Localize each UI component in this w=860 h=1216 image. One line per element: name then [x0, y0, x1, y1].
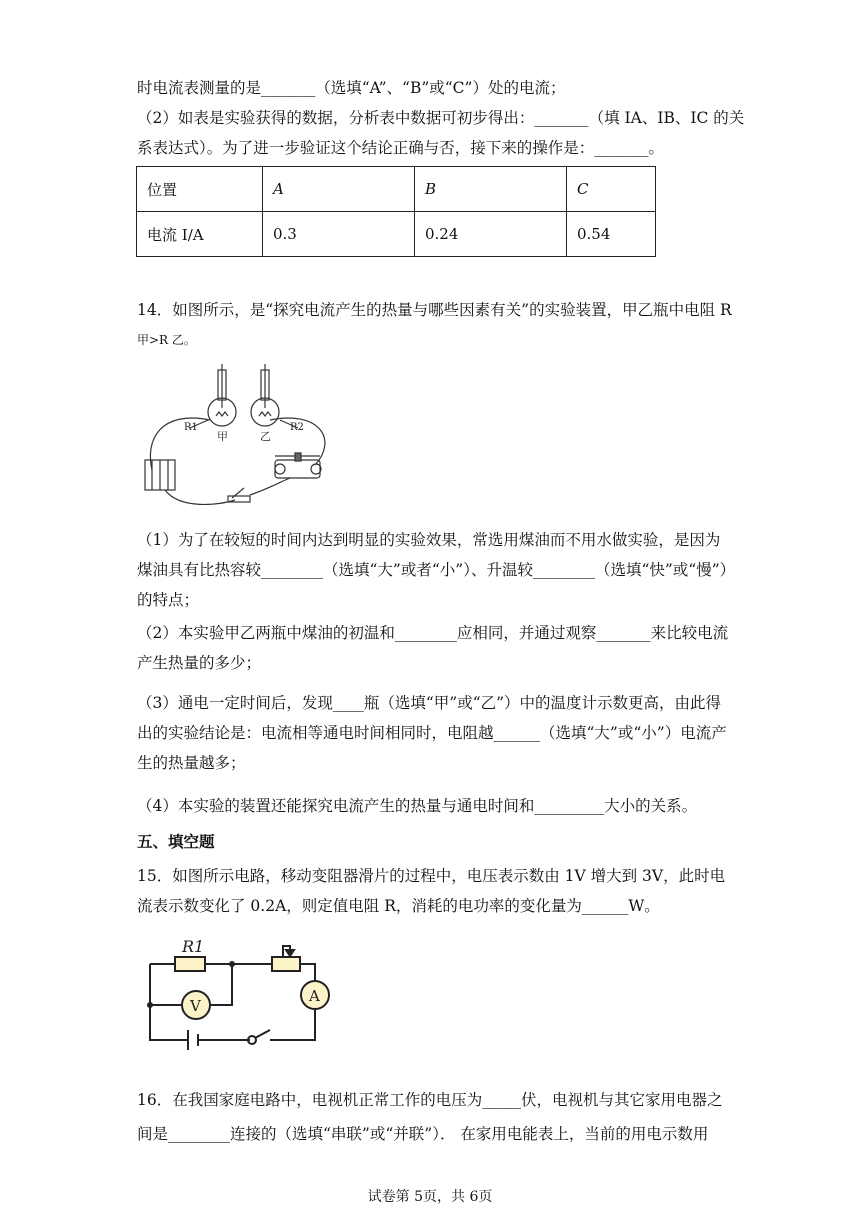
question-16-line: 间是________连接的（选填“串联”或“并联”）． 在家用电能表上，当前的用电示数用: [137, 1125, 709, 1143]
table-row-label: 电流 I/A: [137, 212, 263, 257]
text-line: 时电流表测量的是_______（选填“A”、“B”或“C”）处的电流；: [137, 79, 566, 97]
question-14-line: 14．如图所示，是“探究电流产生的热量与哪些因素有关”的实验装置，甲乙瓶中电阻 R: [137, 301, 732, 319]
text-line: 的特点；: [137, 591, 200, 609]
section-title: 五、填空题: [137, 832, 215, 851]
data-table: [136, 166, 656, 257]
text-line: 系表达式）。为了进一步验证这个结论正确与否，接下来的操作是：_______。: [137, 139, 665, 157]
table-row: [137, 167, 656, 212]
table-header-cell: C: [567, 167, 656, 212]
question-14-line: 甲>R 乙。: [137, 333, 196, 347]
text-line: 生的热量越多；: [137, 754, 246, 772]
text-line: （1）为了在较短的时间内达到明显的实验效果，常选用煤油而不用水做实验，是因为: [137, 531, 721, 549]
text-line: 出的实验结论是：电流相等通电时间相同时，电阻越______（选填“大”或“小”）电流产: [137, 724, 727, 742]
table-header-cell: 位置: [137, 167, 263, 212]
r2-label: R2: [290, 422, 304, 433]
text-line: （4）本实验的装置还能探究电流产生的热量与通电时间和_________大小的关系。: [137, 797, 698, 815]
table-cell: 0.24: [415, 212, 567, 257]
question-15-line: 15．如图所示电路，移动变阻器滑片的过程中，电压表示数由 1V 增大到 3V，此时电: [137, 867, 726, 885]
table-header-cell: A: [263, 167, 415, 212]
table-row: [137, 212, 656, 257]
text-line: （3）通电一定时间后，发现____瓶（选填“甲”或“乙”）中的温度计示数更高，由此得: [137, 694, 722, 712]
text-line: （2）本实验甲乙两瓶中煤油的初温和________应相同，并通过观察_______来比较电流: [137, 624, 729, 642]
question-15-line: 流表示数变化了 0.2A，则定值电阻 R，消耗的电功率的变化量为______W。: [137, 897, 660, 915]
circuit-figure: [140, 930, 335, 1062]
table-cell: 0.3: [263, 212, 415, 257]
table-cell: 0.54: [567, 212, 656, 257]
page-footer: 试卷第 5页，共 6页: [367, 1189, 493, 1205]
table-header-cell: B: [415, 167, 567, 212]
yi-label: 乙: [260, 430, 271, 443]
text-line: 煤油具有比热容较________（选填“大”或者“小”）、升温较________（选填“快”或“慢”）: [137, 561, 736, 579]
text-line: 产生热量的多少；: [137, 654, 262, 672]
r1-label: R1: [182, 937, 205, 956]
voltmeter-label: V: [190, 997, 201, 1015]
text-line: （2）如表是实验获得的数据，分析表中数据可初步得出：_______（填 IA、IB、IC 的关: [137, 109, 745, 127]
jia-label: 甲: [217, 430, 228, 443]
ammeter-label: A: [309, 987, 320, 1005]
question-16-line: 16．在我国家庭电路中，电视机正常工作的电压为_____伏，电视机与其它家用电器之: [137, 1091, 723, 1109]
r1-label: R1: [184, 422, 198, 433]
heating-apparatus-figure: [140, 360, 340, 505]
